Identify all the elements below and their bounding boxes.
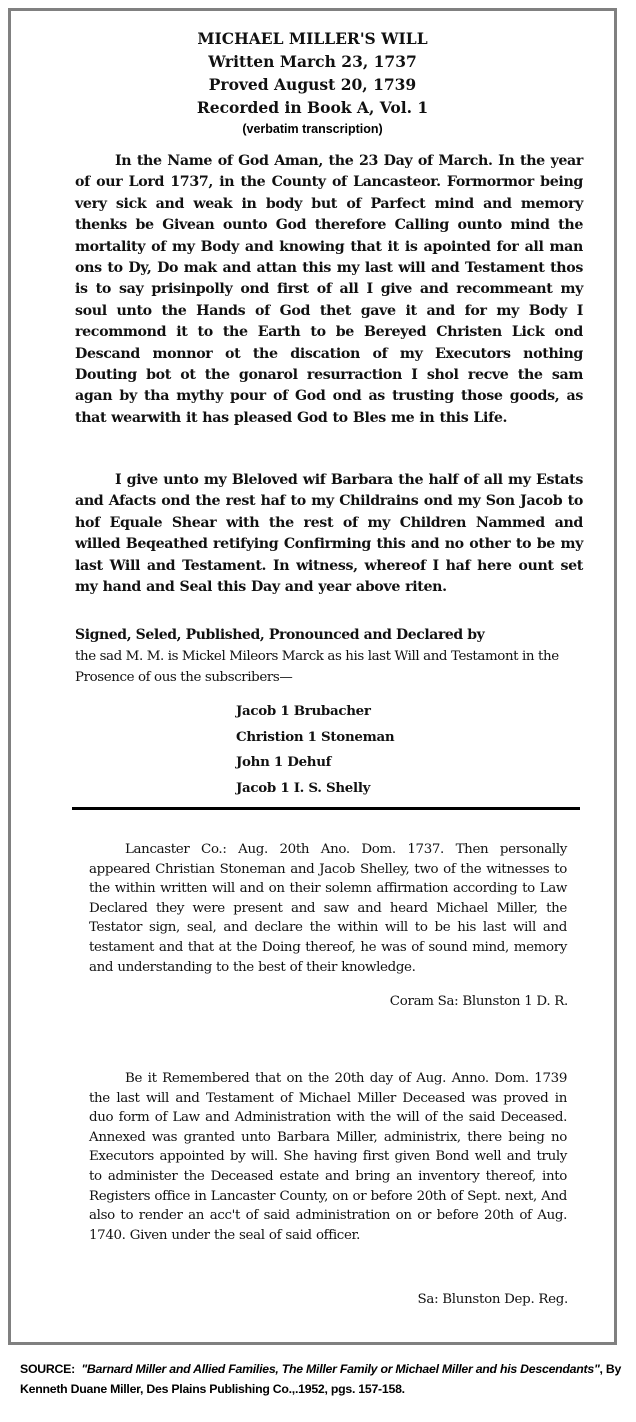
- transcription-note: (verbatim transcription): [242, 122, 383, 136]
- witness-name: Christion 1 Stoneman: [236, 728, 395, 745]
- probate-paragraph-1-text: Lancaster Co.: Aug. 20th Ano. Dom. 1737. Then personally appeared Christian Stoneman and Jacob Shelley, two of the witnesses to the within written will and on their solemn affirmation according to Law Declared they were present and saw and heard Michael Miller, the Testator sign, seal, and declare the within will to be his last will and testament and that at the Doing thereof, he was of sound mind, memory and understanding to the best of their knowledge.: [89, 842, 567, 975]
- signature-declaration: [75, 625, 575, 688]
- source-citation: [20, 1359, 630, 1399]
- source-details: , By Kenneth Duane Miller, Des Plains Publishing Co.,.1952, pgs. 157-158.: [20, 1362, 622, 1396]
- probate-paragraph-2: [89, 1069, 567, 1245]
- recorded-info: Recorded in Book A, Vol. 1: [196, 98, 429, 117]
- witness-name: Jacob 1 I. S. Shelly: [236, 779, 371, 796]
- coram-signature: Coram Sa: Blunston 1 D. R.: [389, 994, 568, 1009]
- source-title: "Barnard Miller and Allied Families, The Miller Family or Michael Miller and his Descendants": [81, 1362, 600, 1376]
- signature-statement: the sad M. M. is Mickel Mileors Marck as his last Will and Testamont in the Prosence of ous the subscribers—: [75, 649, 559, 685]
- witness-list: [236, 699, 394, 801]
- will-paragraph-1-text: In the Name of God Aman, the 23 Day of March. In the year of our Lord 1737, in the County of Lancasteor. Formormor being very sick and weak in body but of Parfect mind and memory thenks be Givean ounto God therefore Calling ounto mind the mortality of my Body and knowing that it is apointed for all man ons to Dy, Do mak and attan this my last will and Testament thos is to say prisinpolly ond first of all I give and recommeant my soul unto the Hands of God thet gave it and for my Body I recommond it to the Earth to be Bereyed Christen Lick ond Descand monnor ot the discation of my Executors nothing Douting bot ot the gonarol resurraction I shol recve the sam agan by tha mythy pour of God ond as trusting those goods, as that wearwith it has pleased God to Bles me in this Life.: [75, 153, 583, 426]
- will-paragraph-2: [75, 470, 583, 598]
- registrar-signature: Sa: Blunston Dep. Reg.: [417, 1292, 568, 1307]
- signature-lead: Signed, Seled, Published, Pronounced and Declared by: [75, 627, 485, 643]
- source-label: SOURCE:: [20, 1362, 75, 1376]
- probate-paragraph-1: [89, 840, 567, 977]
- will-paragraph-1: [75, 151, 583, 429]
- witness-name: John 1 Dehuf: [236, 754, 332, 771]
- probate-paragraph-2-text: Be it Remembered that on the 20th day of Aug. Anno. Dom. 1739 the last will and Testament of Michael Miller Deceased was proved in duo form of Law and Administration with the will of the said Deceased. Annexed was granted unto Barbara Miller, administrix, there being no Executors appointed by will. She having first given Bond well and truly to administer the Deceased estate and bring an inventory thereof, into Registers office in Lancaster County, on or before 20th of Sept. next, And also to render an acc't of said administration on or before 20th of Aug. 1740. Given under the seal of said officer.: [89, 1071, 567, 1243]
- written-date: Written March 23, 1737: [208, 52, 417, 71]
- document-frame: [8, 8, 617, 1345]
- proved-date: Proved August 20, 1739: [208, 75, 417, 94]
- will-paragraph-2-text: I give unto my Bleloved wif Barbara the half of all my Estats and Afacts ond the rest haf to my Childrains ond my Son Jacob to hof Equale Shear with the rest of my Children Nammed and willed Beqeathed retifying Confirming this and no other to be my last Will and Testament. In witness, whereof I haf here ount set my hand and Seal this Day and year above riten.: [75, 472, 583, 596]
- section-divider: [72, 807, 580, 810]
- witness-name: Jacob 1 Brubacher: [236, 703, 371, 719]
- document-title: MICHAEL MILLER'S WILL: [197, 29, 428, 48]
